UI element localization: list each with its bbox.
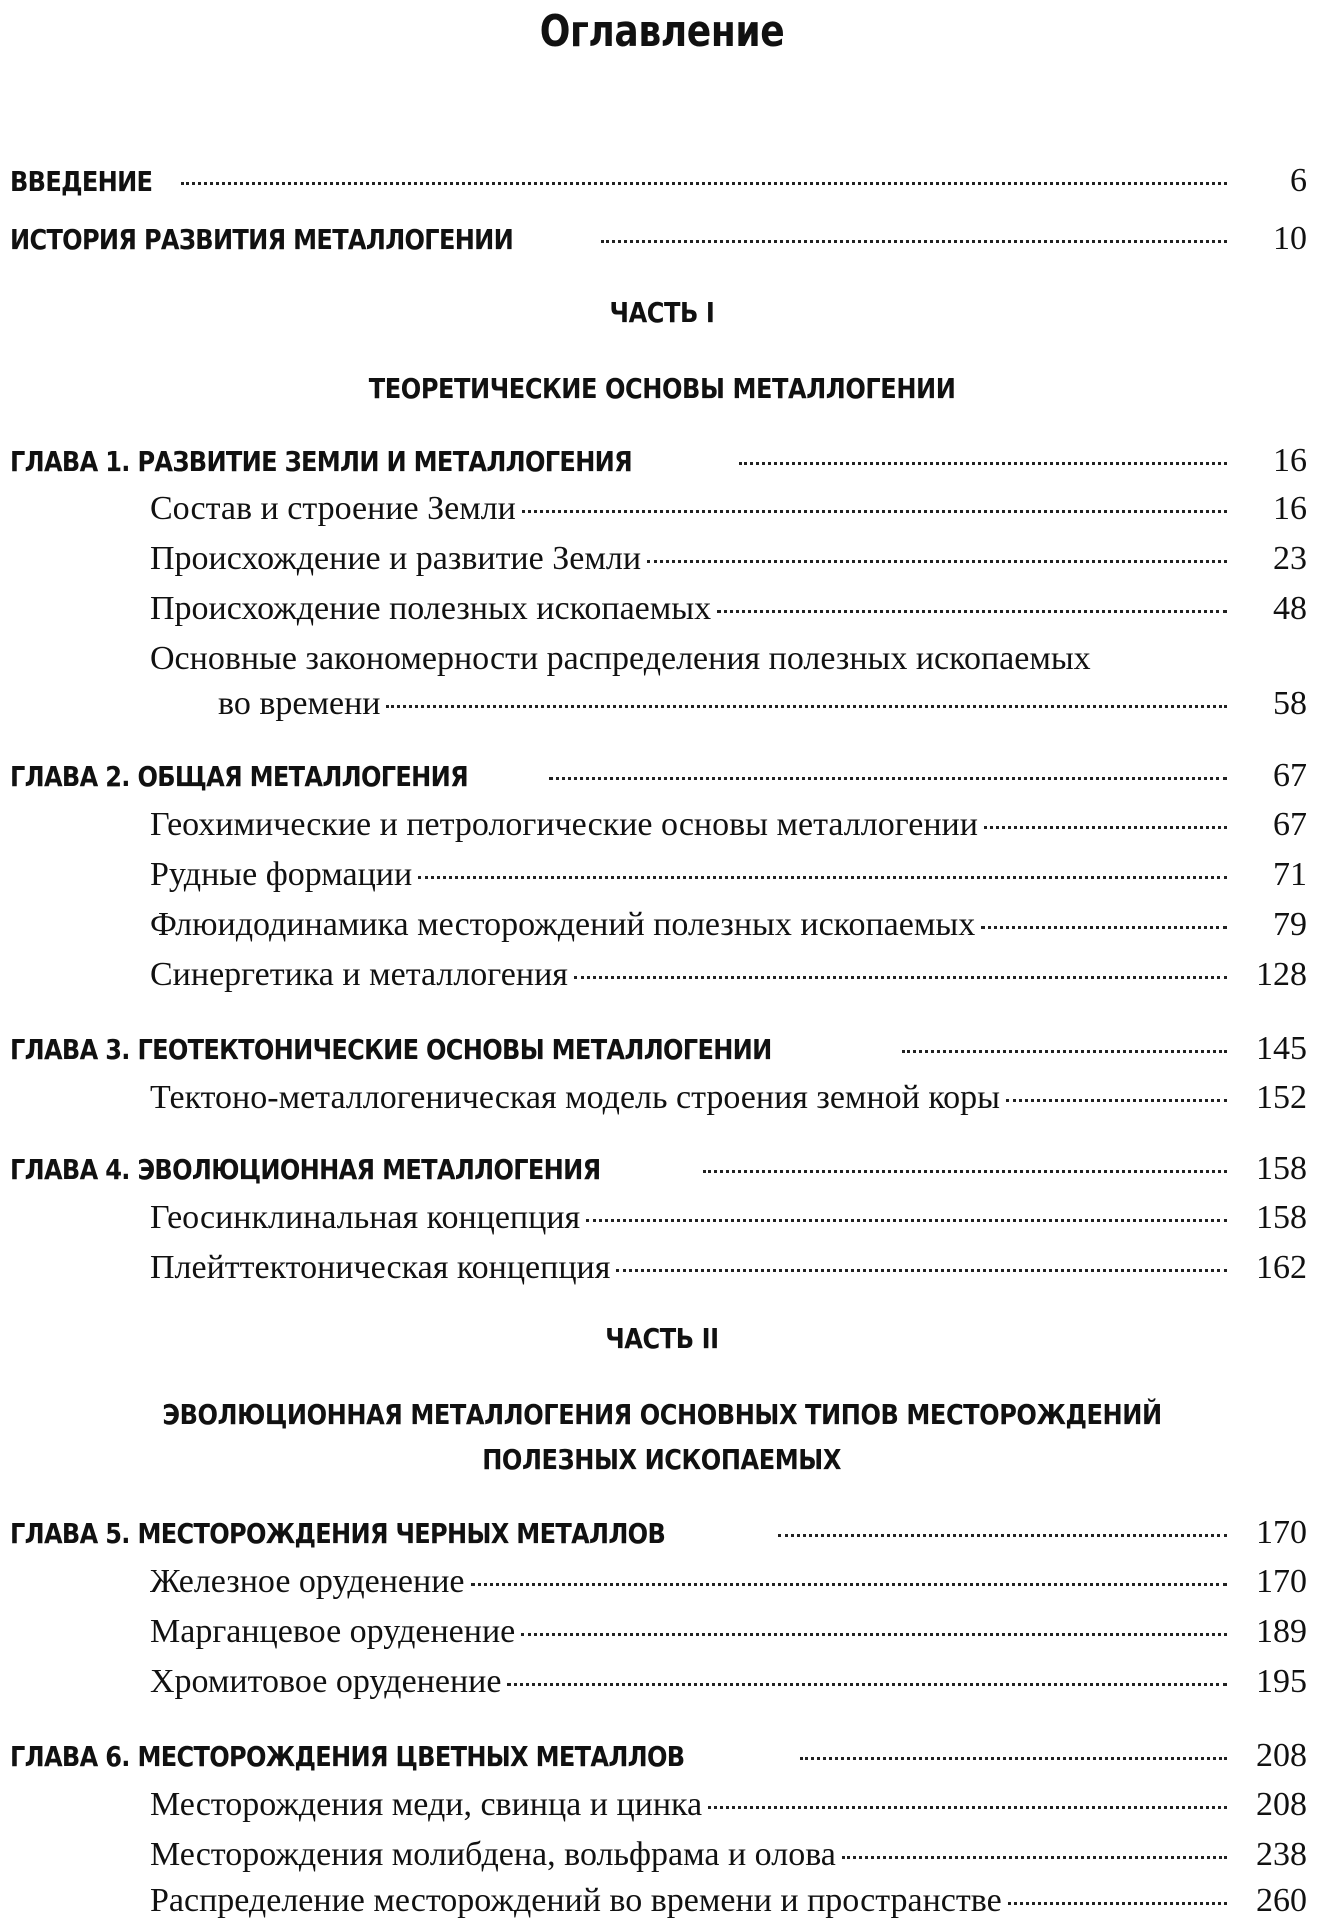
- section-label: Рудные формации: [150, 856, 413, 893]
- leader-dots: [984, 826, 1227, 829]
- part-title-line1: ЭВОЛЮЦИОННАЯ МЕТАЛЛОГЕНИЯ ОСНОВНЫХ ТИПОВ МЕСТОРОЖДЕНИЙ: [162, 1398, 1162, 1431]
- page-title: Оглавление: [539, 6, 785, 57]
- toc-section[interactable]: [150, 590, 1307, 628]
- leader-dots: [647, 560, 1227, 563]
- leader-dots: [601, 240, 1227, 243]
- toc-page-number: 238: [1256, 1836, 1307, 1873]
- leader-dots: [616, 1269, 1227, 1272]
- part-heading: ЧАСТЬ II: [605, 1322, 719, 1355]
- leader-dots: [981, 926, 1227, 929]
- part-title-line2: ПОЛЕЗНЫХ ИСКОПАЕМЫХ: [482, 1443, 842, 1476]
- section-label: Состав и строение Земли: [150, 490, 516, 527]
- leader-dots: [708, 1806, 1227, 1809]
- toc-page-number: 48: [1273, 590, 1307, 627]
- toc-page-number: 58: [1273, 685, 1307, 722]
- toc-section[interactable]: [150, 1199, 1307, 1237]
- toc-chapter-6[interactable]: [10, 1737, 1307, 1775]
- leader-dots: [703, 1170, 1227, 1173]
- section-label: Тектоно-металлогеническая модель строения земной коры: [150, 1079, 1000, 1116]
- toc-page-number: 67: [1273, 757, 1307, 794]
- toc-section[interactable]: [150, 1613, 1307, 1651]
- toc-page-number: 23: [1273, 540, 1307, 577]
- toc-page-number: 208: [1256, 1737, 1307, 1774]
- section-label: Хромитовое оруденение: [150, 1663, 502, 1700]
- toc-chapter-3[interactable]: [10, 1030, 1307, 1068]
- toc-page-number: 145: [1256, 1030, 1307, 1067]
- chapter-label: ГЛАВА 2. ОБЩАЯ МЕТАЛЛОГЕНИЯ: [10, 760, 468, 793]
- leader-dots: [386, 705, 1227, 708]
- leader-dots: [418, 876, 1227, 879]
- leader-dots: [739, 462, 1227, 465]
- chapter-label: ГЛАВА 4. ЭВОЛЮЦИОННАЯ МЕТАЛЛОГЕНИЯ: [10, 1153, 601, 1186]
- toc-section[interactable]: [150, 1079, 1307, 1117]
- leader-dots: [181, 182, 1227, 185]
- leader-dots: [800, 1757, 1227, 1760]
- toc-section-line1[interactable]: [150, 640, 1230, 678]
- toc-section[interactable]: [150, 956, 1307, 994]
- leader-dots: [586, 1219, 1227, 1222]
- leader-dots: [778, 1534, 1227, 1537]
- chapter-label: ГЛАВА 1. РАЗВИТИЕ ЗЕМЛИ И МЕТАЛЛОГЕНИЯ: [10, 445, 632, 478]
- part-title: ТЕОРЕТИЧЕСКИЕ ОСНОВЫ МЕТАЛЛОГЕНИИ: [368, 372, 956, 405]
- part-heading: ЧАСТЬ I: [609, 296, 715, 329]
- toc-page-number: 67: [1273, 806, 1307, 843]
- toc-entry-history[interactable]: [10, 220, 1307, 258]
- section-label: Марганцевое оруденение: [150, 1613, 516, 1650]
- toc-section[interactable]: [150, 856, 1307, 894]
- section-label: Железное оруденение: [150, 1563, 465, 1600]
- leader-dots: [521, 1633, 1227, 1636]
- toc-section[interactable]: [150, 1882, 1307, 1920]
- leader-dots: [471, 1583, 1228, 1586]
- chapter-label: ГЛАВА 3. ГЕОТЕКТОНИЧЕСКИЕ ОСНОВЫ МЕТАЛЛОГЕНИИ: [10, 1033, 772, 1066]
- toc-section[interactable]: [150, 1249, 1307, 1287]
- section-label-continued: во времени: [218, 685, 381, 722]
- toc-entry-intro[interactable]: [10, 162, 1307, 200]
- toc-page-number: 208: [1256, 1786, 1307, 1823]
- leader-dots: [842, 1856, 1227, 1859]
- section-label: Геосинклинальная концепция: [150, 1199, 581, 1236]
- toc-chapter-4[interactable]: [10, 1150, 1307, 1188]
- toc-section[interactable]: [150, 540, 1307, 578]
- toc-page-number: 128: [1256, 956, 1307, 993]
- toc-page-number: 260: [1256, 1882, 1307, 1919]
- leader-dots: [902, 1050, 1227, 1053]
- section-label: Флюидодинамика месторождений полезных ископаемых: [150, 906, 976, 943]
- leader-dots: [507, 1683, 1227, 1686]
- toc-page-number: 10: [1273, 220, 1307, 257]
- section-label: Месторождения меди, свинца и цинка: [150, 1786, 703, 1823]
- leader-dots: [549, 777, 1227, 780]
- toc-chapter-2[interactable]: [10, 757, 1307, 795]
- toc-page-number: 16: [1273, 442, 1307, 479]
- leader-dots: [1008, 1902, 1227, 1905]
- toc-section[interactable]: [150, 1786, 1307, 1824]
- toc-page-number: 195: [1256, 1663, 1307, 1700]
- toc-page-number: 79: [1273, 906, 1307, 943]
- leader-dots: [522, 510, 1227, 513]
- leader-dots: [574, 976, 1227, 979]
- toc-entry-label: ИСТОРИЯ РАЗВИТИЯ МЕТАЛЛОГЕНИИ: [10, 223, 514, 256]
- toc-page-number: 189: [1256, 1613, 1307, 1650]
- toc-page-number: 16: [1273, 490, 1307, 527]
- leader-dots: [717, 610, 1227, 613]
- toc-section[interactable]: [150, 490, 1307, 528]
- toc-section[interactable]: [150, 1836, 1307, 1874]
- toc-page-number: 170: [1256, 1514, 1307, 1551]
- toc-page-number: 158: [1256, 1199, 1307, 1236]
- section-label: Основные закономерности распределения полезных ископаемых: [150, 640, 1091, 677]
- toc-page-number: 71: [1273, 856, 1307, 893]
- section-label: Геохимические и петрологические основы металлогении: [150, 806, 978, 843]
- section-label: Распределение месторождений во времени и пространстве: [150, 1882, 1002, 1919]
- section-label: Месторождения молибдена, вольфрама и олова: [150, 1836, 836, 1873]
- toc-page-number: 162: [1256, 1249, 1307, 1286]
- toc-section[interactable]: [150, 906, 1307, 944]
- toc-section[interactable]: [150, 806, 1307, 844]
- toc-page-number: 152: [1256, 1079, 1307, 1116]
- toc-section-line2[interactable]: [218, 685, 1307, 723]
- toc-chapter-5[interactable]: [10, 1514, 1307, 1552]
- chapter-label: ГЛАВА 5. МЕСТОРОЖДЕНИЯ ЧЕРНЫХ МЕТАЛЛОВ: [10, 1517, 666, 1550]
- toc-page-number: 158: [1256, 1150, 1307, 1187]
- toc-section[interactable]: [150, 1663, 1307, 1701]
- toc-entry-label: ВВЕДЕНИЕ: [10, 165, 153, 198]
- toc-section[interactable]: [150, 1563, 1307, 1601]
- chapter-label: ГЛАВА 6. МЕСТОРОЖДЕНИЯ ЦВЕТНЫХ МЕТАЛЛОВ: [10, 1740, 685, 1773]
- section-label: Происхождение полезных ископаемых: [150, 590, 712, 627]
- toc-page-number: 170: [1256, 1563, 1307, 1600]
- section-label: Синергетика и металлогения: [150, 956, 568, 993]
- section-label: Происхождение и развитие Земли: [150, 540, 642, 577]
- section-label: Плейттектоническая концепция: [150, 1249, 611, 1286]
- toc-page-number: 6: [1290, 162, 1307, 199]
- toc-chapter-1[interactable]: [10, 442, 1307, 480]
- leader-dots: [1006, 1099, 1227, 1102]
